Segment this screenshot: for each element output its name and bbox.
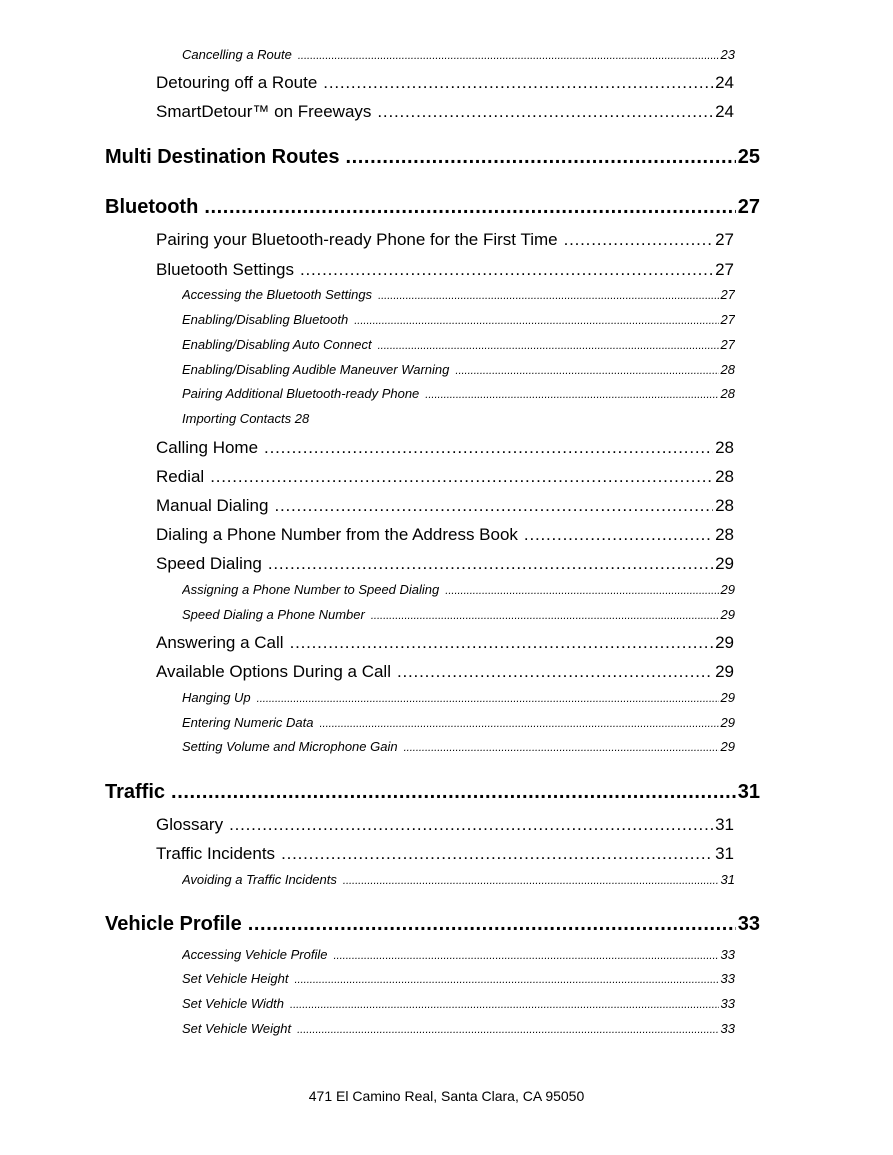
toc-entry[interactable] — [182, 715, 735, 733]
toc-entry-title: Set Vehicle Weight — [182, 1021, 292, 1036]
toc-entry-page: 27 — [720, 312, 735, 327]
toc-entry-title: Assigning a Phone Number to Speed Dialing — [182, 582, 440, 597]
toc-entry[interactable] — [156, 554, 734, 576]
toc-entry[interactable] — [182, 947, 735, 965]
toc-entry[interactable] — [156, 438, 734, 460]
dot-leader — [268, 554, 713, 574]
toc-entry-title: Avoiding a Traffic Incidents — [182, 872, 337, 887]
toc-entry-title: Set Vehicle Height — [182, 971, 289, 986]
dot-leader — [333, 950, 718, 962]
toc-entry-page: 31 — [715, 844, 734, 863]
toc-entry[interactable] — [182, 362, 735, 380]
toc-entry-title: Available Options During a Call — [156, 662, 391, 681]
toc-chapter-page: 25 — [737, 146, 760, 168]
dot-leader — [524, 525, 713, 545]
toc-entry[interactable] — [182, 872, 735, 890]
toc-entry-title: Redial — [156, 467, 205, 486]
toc-entry[interactable] — [156, 525, 734, 547]
dot-leader — [281, 844, 713, 864]
toc-entry-title: Enabling/Disabling Bluetooth — [182, 312, 349, 327]
toc-chapter[interactable] — [105, 913, 760, 941]
toc-entry-page: 29 — [715, 662, 734, 681]
toc-entry-page: 29 — [720, 739, 735, 754]
toc-entry-page: 27 — [720, 337, 735, 352]
toc-entry-page: 33 — [720, 947, 735, 962]
toc-entry-title: Enabling/Disabling Audible Maneuver Warning — [182, 362, 450, 377]
dot-leader — [290, 633, 714, 653]
dot-leader — [320, 718, 719, 730]
toc-entry-page: 31 — [720, 872, 735, 887]
toc-entry-title: Answering a Call — [156, 633, 284, 652]
toc-entry[interactable] — [182, 47, 735, 65]
toc-entry-title: Pairing your Bluetooth-ready Phone for the First Time — [156, 230, 558, 249]
dot-leader — [298, 50, 719, 62]
toc-entry-page: 33 — [720, 971, 735, 986]
dot-leader — [371, 610, 719, 622]
dot-leader — [455, 365, 718, 377]
toc-chapter-title: Vehicle Profile — [105, 913, 242, 935]
toc-entry-title: Entering Numeric Data — [182, 715, 314, 730]
dot-leader — [229, 815, 713, 835]
toc-entry[interactable] — [182, 607, 735, 625]
toc-entry-title: Accessing the Bluetooth Settings — [182, 287, 373, 302]
toc-entry-title: Bluetooth Settings — [156, 260, 294, 279]
toc-entry[interactable] — [156, 260, 734, 282]
toc-entry-page: 28 — [720, 362, 735, 377]
dot-leader — [257, 693, 719, 705]
toc-entry-page: 27 — [715, 230, 734, 249]
toc-entry[interactable] — [156, 102, 734, 124]
toc-chapter[interactable] — [105, 781, 760, 809]
dot-leader — [343, 875, 719, 887]
toc-entry-title: Pairing Additional Bluetooth-ready Phone — [182, 386, 420, 401]
toc-entry[interactable] — [182, 312, 735, 330]
toc-entry-page: 28 — [715, 438, 734, 457]
toc-entry-page: 23 — [720, 47, 735, 62]
toc-entry-page: 29 — [720, 690, 735, 705]
toc-entry-title: Hanging Up — [182, 690, 251, 705]
dot-leader — [564, 230, 713, 250]
page-footer-address: 471 El Camino Real, Santa Clara, CA 95050 — [308, 1088, 585, 1104]
dot-leader — [377, 102, 713, 122]
toc-entry-title: Enabling/Disabling Auto Connect — [182, 337, 372, 352]
dot-leader — [300, 260, 713, 280]
toc-entry-page: 27 — [720, 287, 735, 302]
dot-leader — [354, 315, 718, 327]
dot-leader — [274, 496, 713, 516]
toc-chapter-title: Bluetooth — [105, 196, 199, 218]
toc-entry[interactable] — [182, 582, 735, 600]
toc-entry-page: 33 — [720, 1021, 735, 1036]
toc-chapter-title: Traffic — [105, 781, 166, 803]
toc-entry[interactable] — [182, 337, 735, 355]
toc-entry-title: Traffic Incidents — [156, 844, 276, 863]
toc-entry[interactable] — [182, 971, 735, 989]
toc-entry-page: 29 — [720, 582, 735, 597]
toc-entry-page: 24 — [715, 73, 734, 92]
toc-entry[interactable] — [182, 287, 735, 305]
dot-leader — [378, 340, 719, 352]
toc-entry-title: Cancelling a Route — [182, 47, 292, 62]
dot-leader — [425, 389, 718, 401]
toc-entry-title: Set Vehicle Width — [182, 996, 285, 1011]
toc-entry-page: 28 — [715, 467, 734, 486]
dot-leader — [345, 146, 735, 169]
toc-entry-page: 29 — [715, 633, 734, 652]
toc-entry-page: 31 — [715, 815, 734, 834]
toc-entry-importing-contacts[interactable]: Importing Contacts 28 — [182, 411, 310, 426]
toc-entry-page: 29 — [720, 715, 735, 730]
dot-leader — [323, 73, 713, 93]
toc-entry[interactable] — [182, 1021, 735, 1039]
dot-leader — [204, 196, 735, 219]
toc-chapter-page: 27 — [737, 196, 760, 218]
toc-entry[interactable] — [182, 739, 735, 757]
toc-entry[interactable] — [156, 815, 734, 837]
toc-chapter-page: 31 — [737, 781, 760, 803]
toc-entry-page: 27 — [715, 260, 734, 279]
toc-entry[interactable] — [182, 690, 735, 708]
toc-entry-title: Speed Dialing a Phone Number — [182, 607, 365, 622]
dot-leader — [210, 467, 713, 487]
toc-entry-page: 29 — [715, 554, 734, 573]
toc-entry-title: Accessing Vehicle Profile — [182, 947, 328, 962]
toc-entry[interactable] — [156, 844, 734, 866]
toc-entry-page: 28 — [715, 525, 734, 544]
toc-entry[interactable] — [156, 230, 734, 252]
toc-entry[interactable] — [156, 496, 734, 518]
dot-leader — [297, 1024, 718, 1036]
dot-leader — [171, 781, 736, 804]
toc-entry-title: SmartDetour™ on Freeways — [156, 102, 372, 121]
toc-entry[interactable] — [182, 386, 735, 404]
dot-leader — [378, 290, 718, 302]
toc-entry-title: Calling Home — [156, 438, 259, 457]
dot-leader — [404, 742, 719, 754]
toc-entry[interactable] — [156, 633, 734, 655]
toc-entry-title: Detouring off a Route — [156, 73, 318, 92]
toc-entry[interactable] — [156, 467, 734, 489]
toc-entry[interactable] — [156, 73, 734, 95]
toc-entry-page: 28 — [720, 386, 735, 401]
toc-entry-title: Setting Volume and Microphone Gain — [182, 739, 398, 754]
dot-leader — [264, 438, 713, 458]
toc-entry-title: Manual Dialing — [156, 496, 269, 515]
toc-chapter-page: 33 — [737, 913, 760, 935]
toc-entry-page: 24 — [715, 102, 734, 121]
toc-entry-title: Glossary — [156, 815, 224, 834]
toc-entry[interactable] — [156, 662, 734, 684]
toc-entry-page: 28 — [715, 496, 734, 515]
dot-leader — [397, 662, 713, 682]
dot-leader — [445, 585, 718, 597]
toc-chapter-title: Multi Destination Routes — [105, 146, 340, 168]
toc-entry-title: Dialing a Phone Number from the Address Book — [156, 525, 518, 544]
toc-chapter[interactable] — [105, 146, 760, 174]
toc-entry-page: 33 — [720, 996, 735, 1011]
toc-entry-page: 29 — [720, 607, 735, 622]
toc-entry[interactable] — [182, 996, 735, 1014]
toc-entry-title: Speed Dialing — [156, 554, 262, 573]
dot-leader — [290, 999, 719, 1011]
dot-leader — [248, 913, 736, 936]
toc-chapter[interactable] — [105, 196, 760, 224]
dot-leader — [294, 974, 718, 986]
